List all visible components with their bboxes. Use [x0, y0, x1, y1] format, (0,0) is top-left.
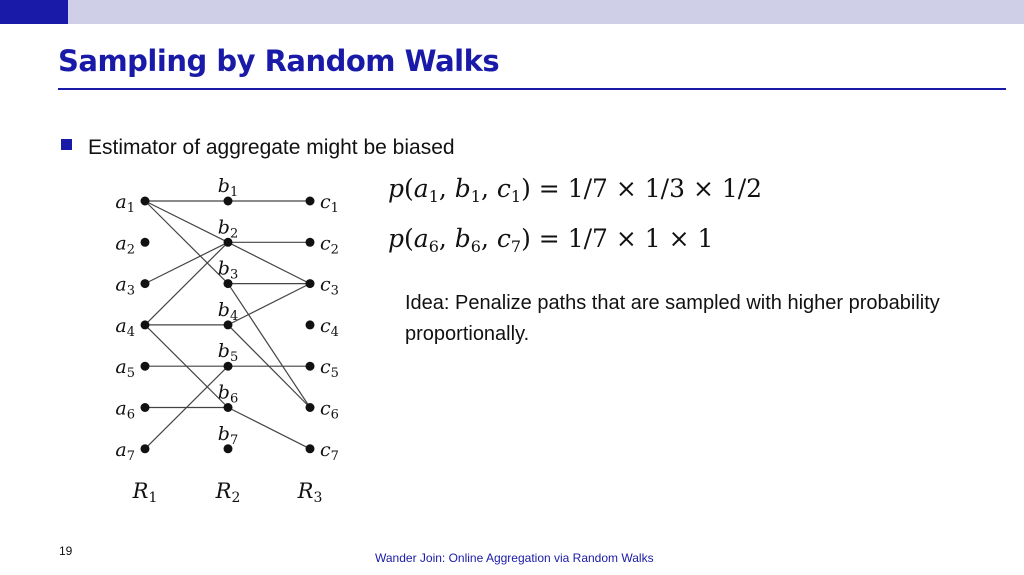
- edge-b2-c3: [228, 242, 310, 283]
- bullet-square-icon: [61, 139, 72, 150]
- slide-title: Sampling by Random Walks: [58, 44, 500, 78]
- edge-b4-c3: [228, 284, 310, 325]
- edge-b3-c6: [228, 284, 310, 408]
- node-c1: [306, 197, 315, 206]
- node-c7: [306, 444, 315, 453]
- label-a4: $a_4$: [115, 314, 135, 340]
- node-a1: [141, 197, 150, 206]
- probability-formula-1: $p(a_1$, $b_1$, $c_1) = 1/7 \times 1/3 \times 1/2$: [388, 174, 763, 206]
- label-b3: $b_3$: [217, 257, 239, 283]
- label-a5: $a_5$: [115, 356, 135, 382]
- label-a2: $a_2$: [115, 232, 135, 258]
- node-c5: [306, 362, 315, 371]
- node-a4: [141, 320, 150, 329]
- relation-label-R3: R3: [297, 479, 323, 506]
- label-b1: $b_1$: [217, 175, 239, 200]
- edge-a1-b2: [145, 201, 228, 242]
- idea-text: Idea: Penalize paths that are sampled with higher probability proportionally.: [405, 292, 940, 345]
- label-c5: $c_5$: [320, 356, 339, 382]
- edge-a4-b2: [145, 242, 228, 325]
- edge-a1-b3: [145, 201, 228, 284]
- label-a6: $a_6$: [115, 397, 135, 423]
- relation-label-R2: R2: [215, 479, 241, 506]
- node-a3: [141, 279, 150, 288]
- page-number: 19: [59, 544, 73, 558]
- label-b5: $b_5$: [217, 340, 239, 366]
- footer-text: Wander Join: Online Aggregation via Random Walks: [375, 551, 654, 565]
- relation-labels: [132, 479, 323, 506]
- label-c4: $c_4$: [320, 314, 339, 340]
- node-c3: [306, 279, 315, 288]
- node-a7: [141, 444, 150, 453]
- node-a6: [141, 403, 150, 412]
- edge-b6-c7: [228, 408, 310, 449]
- label-b7: $b_7$: [217, 422, 239, 448]
- label-b4: $b_4$: [217, 298, 239, 324]
- header-band: [68, 0, 1024, 24]
- label-c6: $c_6$: [320, 397, 339, 423]
- label-c3: $c_3$: [320, 273, 339, 299]
- label-a7: $a_7$: [115, 438, 135, 464]
- label-c2: $c_2$: [320, 232, 339, 258]
- relation-label-R1: R1: [132, 479, 158, 506]
- bullet-text: Estimator of aggregate might be biased: [88, 136, 455, 159]
- graph-labels: [115, 175, 339, 464]
- node-a2: [141, 238, 150, 247]
- label-b6: $b_6$: [217, 381, 239, 407]
- probability-formula-2: $p(a_6$, $b_6$, $c_7) = 1/7 \times 1 \times 1$: [388, 224, 714, 256]
- edge-a3-b2: [145, 242, 228, 283]
- join-graph: [100, 160, 380, 515]
- label-b2: $b_2$: [217, 216, 239, 242]
- title-divider: [58, 88, 1006, 90]
- label-c7: $c_7$: [320, 438, 339, 464]
- label-a3: $a_3$: [115, 273, 135, 299]
- header-accent-block: [0, 0, 68, 24]
- label-a1: $a_1$: [115, 191, 135, 216]
- node-c2: [306, 238, 315, 247]
- label-c1: $c_1$: [320, 191, 339, 216]
- node-c4: [306, 320, 315, 329]
- node-a5: [141, 362, 150, 371]
- node-c6: [306, 403, 315, 412]
